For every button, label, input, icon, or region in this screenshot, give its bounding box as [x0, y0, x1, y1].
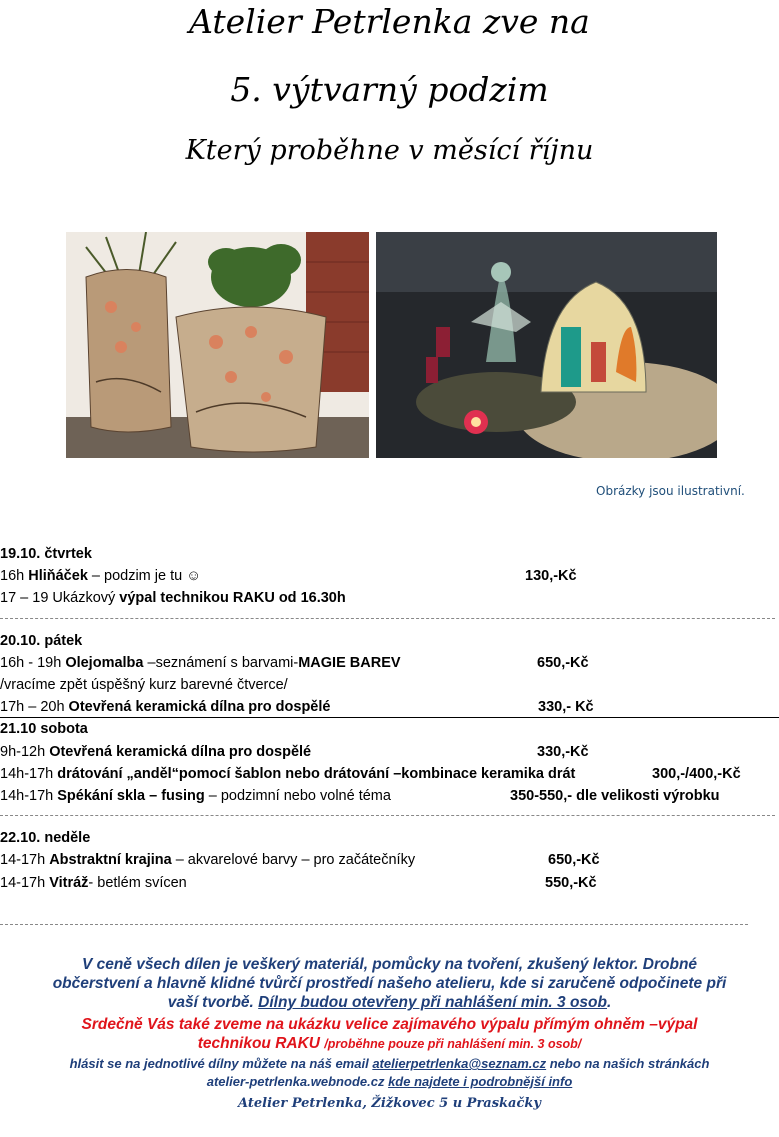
raku-invite-line-2: technikou RAKU /proběhne pouze při nahlášení min. 3 osob/: [197, 1035, 582, 1052]
title-line-3: Který proběhne v měsící říjnu: [185, 135, 594, 166]
schedule-row: 17h – 20h Otevřená keramická dílna pro dospělé: [0, 699, 331, 715]
glass-angels-photo: [376, 232, 717, 458]
schedule-row: 14-17h Vitráž- betlém svícen: [0, 875, 187, 891]
schedule-row: 14-17h Abstraktní krajina – akvarelové barvy – pro začátečníky: [0, 852, 416, 868]
schedule-row: 16h - 19h Olejomalba –seznámení s barvami-MAGIE BAREV: [0, 655, 401, 671]
day-heading-2: 20.10. pátek: [0, 633, 83, 649]
schedule-row: 17 – 19 Ukázkový výpal technikou RAKU od 16.30h: [0, 590, 346, 606]
image-caption: Obrázky jsou ilustrativní.: [596, 484, 745, 498]
schedule-row: 14h-17h Spékání skla – fusing – podzimní nebo volné téma: [0, 788, 391, 804]
footer-info-line-2: občerstvení a hlavně klidné tvůrčí prostředí našeho atelieru, kde si zaručeně odpočinete při: [52, 975, 727, 992]
divider: [0, 924, 748, 925]
footer-info-line-1: V ceně všech dílen je veškerý materiál, pomůcky na tvoření, zkušený lektor. Drobné: [81, 956, 698, 973]
schedule-note: /vracíme zpět úspěšný kurz barevné čtverce/: [0, 677, 288, 693]
raku-invite-line-1: Srdečně Vás také zveme na ukázku velice zajímavého výpalu přímým ohněm –výpal: [81, 1016, 698, 1033]
price: 130,-Kč: [525, 568, 577, 584]
price: 650,-Kč: [548, 852, 600, 868]
title-line-2: 5. výtvarný podzim: [230, 70, 549, 109]
schedule-row: 14h-17h drátování „anděl“pomocí šablon nebo drátování –kombinace keramika drát: [0, 766, 576, 782]
price: 330,- Kč: [538, 699, 594, 715]
day-heading-1: 19.10. čtvrtek: [0, 546, 92, 562]
price: 330,-Kč: [537, 744, 589, 760]
contact-line-1: hlásit se na jednotlivé dílny můžete na náš email atelierpetrlenka@seznam.cz nebo na našich stránkách: [69, 1056, 710, 1071]
address: Atelier Petrlenka, Žižkovec 5 u Praskačky: [238, 1096, 541, 1111]
divider: [0, 618, 775, 619]
price: 550,-Kč: [545, 875, 597, 891]
day-heading-3: 21.10 sobota: [0, 721, 88, 737]
price: 650,-Kč: [537, 655, 589, 671]
divider: [0, 815, 775, 816]
schedule-row: 9h-12h Otevřená keramická dílna pro dospělé: [0, 744, 312, 760]
day-heading-4: 22.10. neděle: [0, 830, 91, 846]
footer-info-line-3: vaší tvorbě. Dílny budou otevřeny při nahlášení min. 3 osob.: [167, 994, 612, 1011]
website-link[interactable]: kde najdete i podrobnější info: [388, 1074, 573, 1089]
email-link[interactable]: atelierpetrlenka@seznam.cz: [372, 1056, 547, 1071]
schedule-row: 16h Hliňáček – podzim je tu ☺: [0, 568, 202, 584]
price: 300,-/400,-Kč: [652, 766, 741, 782]
ceramic-pots-photo: [66, 232, 369, 458]
title-line-1: Atelier Petrlenka zve na: [189, 2, 590, 41]
contact-line-2: atelier-petrlenka.webnode.cz kde najdete i podrobnější info: [206, 1074, 573, 1089]
divider: [0, 717, 779, 718]
price: 350-550,- dle velikosti výrobku: [510, 788, 720, 804]
